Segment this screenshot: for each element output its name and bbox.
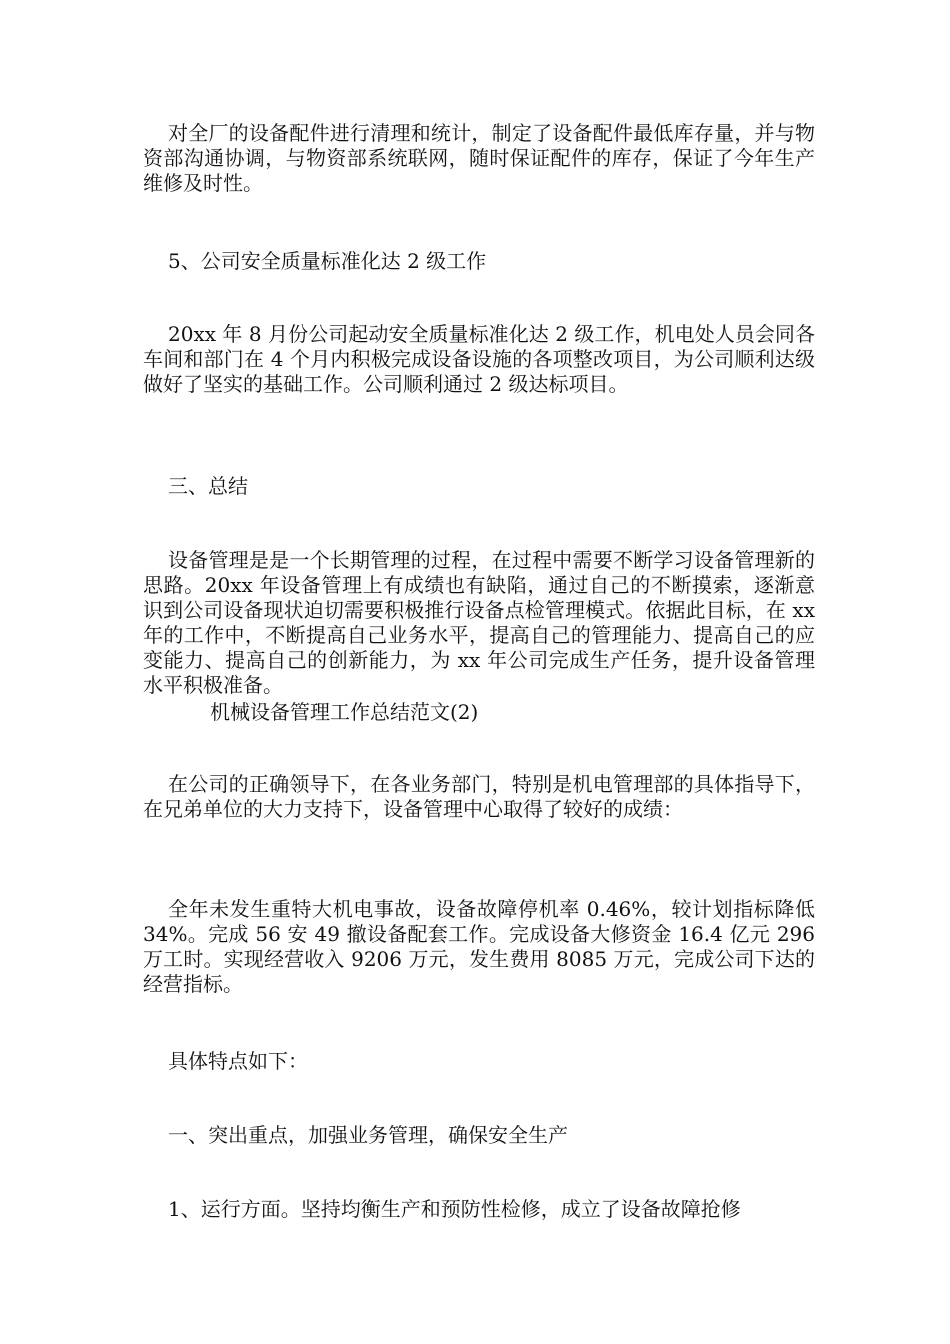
heading-key-points: 一、突出重点，加强业务管理，确保安全生产 xyxy=(168,1123,568,1147)
paragraph-spare-parts: 对全厂的设备配件进行清理和统计，制定了设备配件最低库存量，并与物资部沟通协调，与物资部系统联网，随时保证配件的库存，保证了今年生产维修及时性。 xyxy=(143,121,815,195)
paragraph-summary: 设备管理是是一个长期管理的过程，在过程中需要不断学习设备管理新的思路。20xx 年设备管理上有成绩也有缺陷，通过自己的不断摸索，逐渐意识到公司设备现状迫切需要积极推行设备点检管理模式。依据此目标，在 xx 年的工作中，不断提高自己业务水平，提高自己的管理能力、提高自己的应变能力、提高自己的创新能力，为 xx 年公司完成生产任务，提升设备管理水平积极准备。 xyxy=(143,548,815,697)
heading-summary: 三、总结 xyxy=(168,474,248,498)
paragraph-annual-results: 全年未发生重特大机电事故，设备故障停机率 0.46%，较计划指标降低 34%。完成 56 安 49 撤设备配套工作。完成设备大修资金 16.4 亿元 296 万工时。实现经营收入 9206 万元，发生费用 8085 万元，完成公司下达的经营指标。 xyxy=(143,897,815,996)
paragraph-leadership: 在公司的正确领导下，在各业务部门，特别是机电管理部的具体指导下，在兄弟单位的大力支持下，设备管理中心取得了较好的成绩： xyxy=(143,772,815,821)
heading-features: 具体特点如下： xyxy=(168,1049,308,1073)
section-title-2: 机械设备管理工作总结范文(2) xyxy=(210,700,479,724)
heading-safety-standard: 5、公司安全质量标准化达 2 级工作 xyxy=(168,249,487,273)
paragraph-safety-standard: 20xx 年 8 月份公司起动安全质量标准化达 2 级工作，机电处人员会同各车间和部门在 4 个月内积极完成设备设施的各项整改项目，为公司顺利达级做好了坚实的基础工作。公司顺利通过 2 级达标项目。 xyxy=(143,322,815,396)
paragraph-operation: 1、运行方面。坚持均衡生产和预防性检修，成立了设备故障抢修 xyxy=(168,1197,741,1221)
